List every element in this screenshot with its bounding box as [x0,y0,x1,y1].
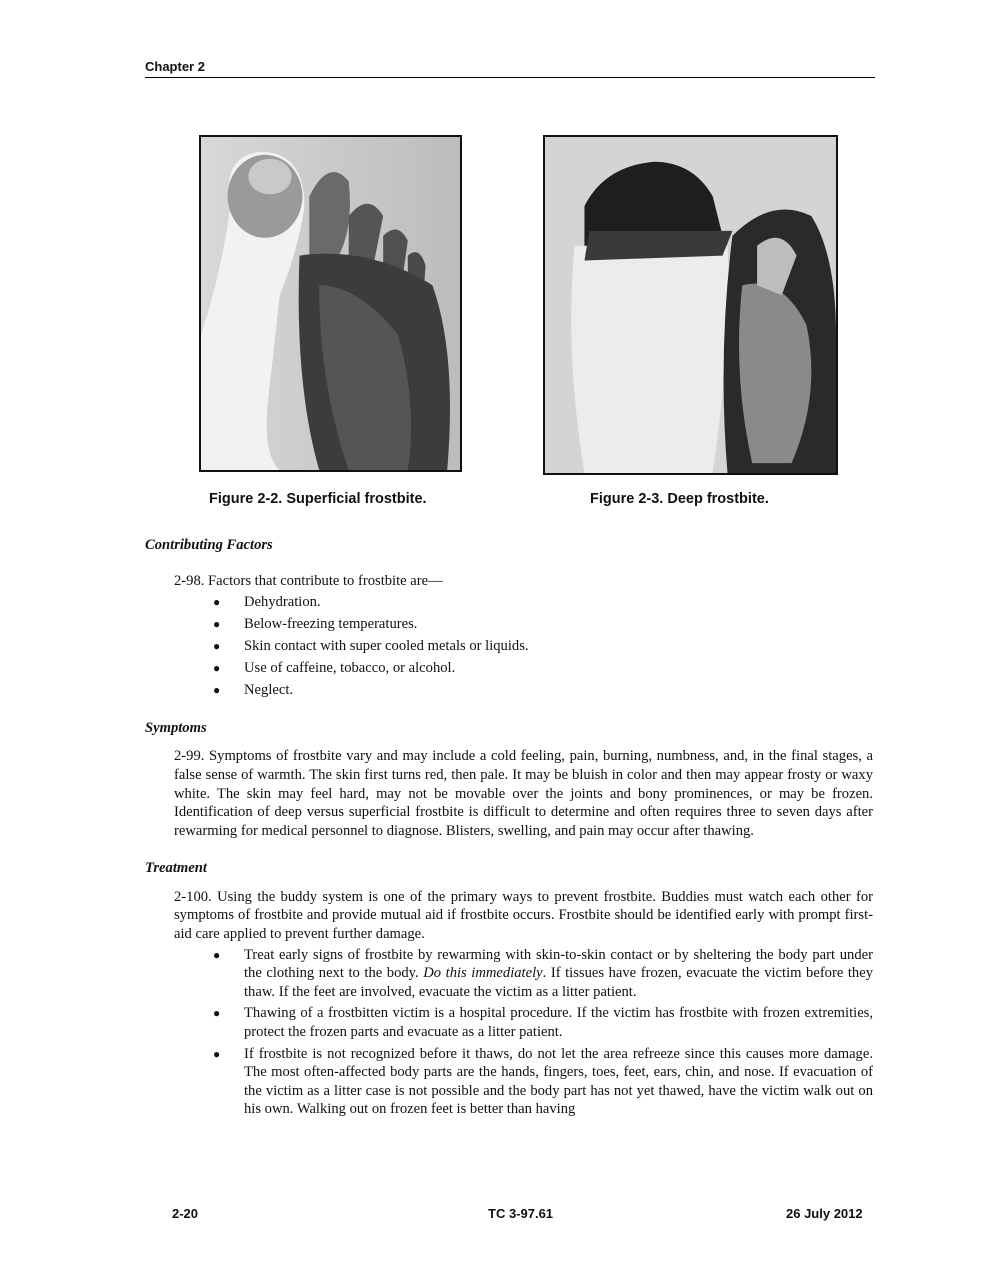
paragraph-2-99: 2-99. Symptoms of frostbite vary and may include a cold feeling, pain, burning, numbness, and, in the final stages, a false sense of warmth. The skin first turns red, then pale. It may be bluish in color and then may appear frosty or waxy white. The skin may feel hard, may not be movable over the joints and bony prominences, or may be frozen. Identification of deep versus superficial frostbite is difficult to determine and often requires three to seven days after rewarming for medical personnel to diagnose. Blisters, swelling, and pain may occur after thawing. [174,748,873,839]
list-item: ● Thawing of a frostbitten victim is a hospital procedure. If the victim has frostbite with frozen extremities, protect the frozen parts and evacuate as a litter patient. [213,1005,873,1041]
list-item: ● Below-freezing temperatures. [213,616,418,633]
foot-photo-illustration [201,137,460,470]
section-heading-treatment: Treatment [145,860,207,877]
list-item: ● Dehydration. [213,594,321,611]
bullet-icon: ● [213,595,221,610]
list-item: ● Treat early signs of frostbite by rewarming with skin-to-skin contact or by sheltering the body part under the clothing next to the body. Do this immediately. If tissues have frozen, evacuate the victim before they thaw. If the feet are involved, evacuate the victim as a litter patient. [213,946,874,1000]
bullet-icon: ● [213,639,221,654]
figure-caption: Figure 2-3. Deep frostbite. [590,491,769,507]
foot-photo-illustration [545,137,836,473]
bullet-icon: ● [213,661,221,676]
treatment-list [145,946,873,1119]
figure-caption: Figure 2-2. Superficial frostbite. [209,491,427,507]
list-item: ● Neglect. [213,682,294,699]
contributing-factors-list [145,593,873,700]
bullet-icon: ● [213,947,221,962]
page-number: 2-20 [172,1206,199,1221]
section-heading-symptoms: Symptoms [145,719,207,736]
publication-date: 26 July 2012 [786,1206,863,1221]
list-item: ● Use of caffeine, tobacco, or alcohol. [213,660,456,677]
section-heading-contributing-factors: Contributing Factors [145,537,273,553]
document-number: TC 3-97.61 [488,1206,554,1221]
bullet-icon: ● [213,617,221,632]
bullet-icon: ● [213,1046,221,1061]
paragraph-2-100: 2-100. Using the buddy system is one of the primary ways to prevent frostbite. Buddies must watch each other for symptoms of frostbite and provide mutual aid if frostbite occurs. Frostbite should be identified early with prompt first-aid care applied to prevent further damage. [174,888,873,943]
figure-deep-frostbite-photo [543,135,838,475]
paragraph-2-98: 2-98. Factors that contribute to frostbite are— [174,572,443,589]
bullet-icon: ● [213,683,221,698]
list-item: ● If frostbite is not recognized before it thaws, do not let the area refreeze since this causes more damage. The most often-affected body parts are the hands, fingers, toes, feet, ears, chin, and nose. If evacuation of the victim as a litter case is not possible and the body part has not yet thawed, have the victim walk out on his own. Walking out on frozen feet is better than having [213,1045,873,1118]
chapter-header [145,59,875,78]
body-text [145,536,873,1119]
chapter-label: Chapter 2 [145,59,205,74]
bullet-icon: ● [213,1006,221,1021]
figure-superficial-frostbite-photo [199,135,462,472]
list-item: ● Skin contact with super cooled metals or liquids. [213,638,529,655]
